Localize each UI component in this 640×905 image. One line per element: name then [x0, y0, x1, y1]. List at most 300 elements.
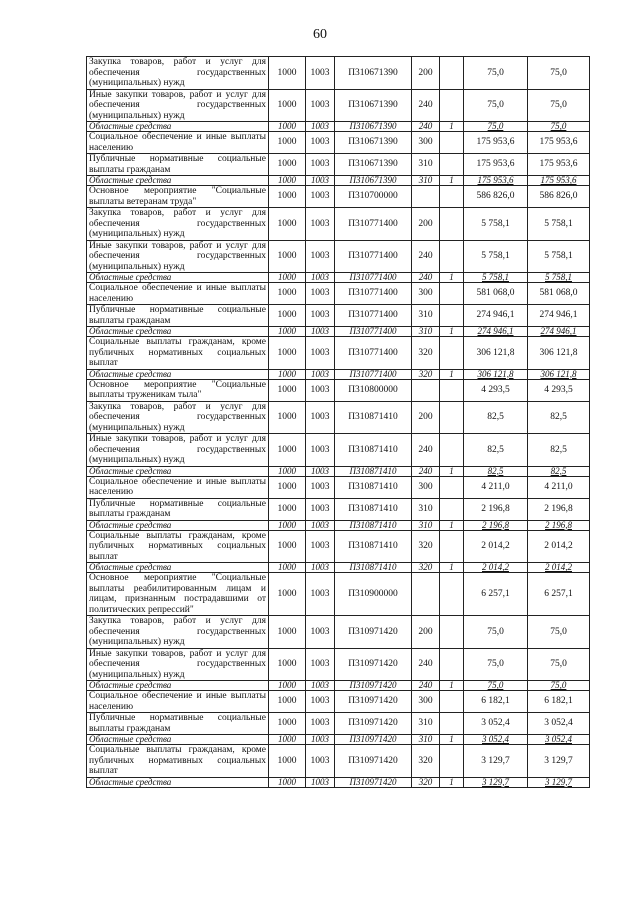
amount-year1-cell: 3 052,4 [464, 713, 528, 735]
amount-year1-cell: 82,5 [464, 434, 528, 467]
table-subtotal-row [87, 777, 590, 787]
expense-type-cell: 240 [412, 240, 440, 273]
subsection-code-cell: 1003 [306, 735, 335, 745]
subsection-code-cell: 1003 [306, 616, 335, 649]
subsection-code-cell: 1003 [306, 337, 335, 370]
row-name-cell: Публичные нормативные социальные выплаты гражданам [87, 154, 269, 176]
section-code-cell: 1000 [269, 369, 306, 379]
row-name-cell: Социальное обеспечение и иные выплаты населению [87, 132, 269, 154]
subsection-code-cell: 1003 [306, 240, 335, 273]
row-name-cell: Социальные выплаты гражданам, кроме публичных нормативных социальных выплат [87, 530, 269, 563]
source-code-cell [440, 530, 464, 563]
target-article-cell: П310771400 [335, 369, 412, 379]
table-row [87, 337, 590, 370]
expense-type-cell [412, 573, 440, 616]
section-code-cell: 1000 [269, 713, 306, 735]
expense-type-cell: 320 [412, 777, 440, 787]
section-code-cell: 1000 [269, 273, 306, 283]
target-article-cell: П310871410 [335, 563, 412, 573]
section-code-cell: 1000 [269, 498, 306, 520]
expense-type-cell: 310 [412, 176, 440, 186]
target-article-cell: П310871410 [335, 498, 412, 520]
source-code-cell [440, 648, 464, 681]
expense-type-cell: 240 [412, 681, 440, 691]
row-name-cell: Иные закупки товаров, работ и услуг для обеспечения государственных (муниципальных) нужд [87, 240, 269, 273]
expense-type-cell: 240 [412, 434, 440, 467]
source-code-cell [440, 691, 464, 713]
row-name-cell: Закупка товаров, работ и услуг для обеспечения государственных (муниципальных) нужд [87, 616, 269, 649]
subsection-code-cell: 1003 [306, 681, 335, 691]
subsection-code-cell: 1003 [306, 745, 335, 778]
row-name-cell: Областные средства [87, 681, 269, 691]
row-name-cell: Социальное обеспечение и иные выплаты населению [87, 476, 269, 498]
amount-year2-cell: 75,0 [528, 616, 590, 649]
amount-year2-cell: 6 257,1 [528, 573, 590, 616]
target-article-cell: П310671390 [335, 176, 412, 186]
amount-year1-cell: 5 758,1 [464, 240, 528, 273]
source-code-cell [440, 745, 464, 778]
expense-type-cell: 300 [412, 691, 440, 713]
amount-year2-cell: 306 121,8 [528, 369, 590, 379]
amount-year1-cell: 2 196,8 [464, 498, 528, 520]
source-code-cell [440, 616, 464, 649]
subsection-code-cell: 1003 [306, 283, 335, 305]
amount-year1-cell: 6 257,1 [464, 573, 528, 616]
source-code-cell [440, 240, 464, 273]
section-code-cell: 1000 [269, 777, 306, 787]
source-code-cell [440, 498, 464, 520]
table-row [87, 186, 590, 208]
target-article-cell: П310771400 [335, 283, 412, 305]
subsection-code-cell: 1003 [306, 777, 335, 787]
amount-year1-cell: 3 129,7 [464, 745, 528, 778]
table-row [87, 648, 590, 681]
table-row [87, 154, 590, 176]
target-article-cell: П310971420 [335, 735, 412, 745]
table-row [87, 305, 590, 327]
expense-type-cell: 240 [412, 89, 440, 122]
subsection-code-cell: 1003 [306, 176, 335, 186]
expense-type-cell: 310 [412, 154, 440, 176]
source-code-cell [440, 337, 464, 370]
section-code-cell: 1000 [269, 476, 306, 498]
table-row [87, 283, 590, 305]
target-article-cell: П310971420 [335, 681, 412, 691]
amount-year2-cell: 586 826,0 [528, 186, 590, 208]
target-article-cell: П310800000 [335, 379, 412, 401]
subsection-code-cell: 1003 [306, 89, 335, 122]
table-subtotal-row [87, 273, 590, 283]
expense-type-cell [412, 379, 440, 401]
table-row [87, 691, 590, 713]
source-code-cell: 1 [440, 176, 464, 186]
row-name-cell: Социальные выплаты гражданам, кроме публичных нормативных социальных выплат [87, 337, 269, 370]
section-code-cell: 1000 [269, 466, 306, 476]
subsection-code-cell: 1003 [306, 648, 335, 681]
section-code-cell: 1000 [269, 691, 306, 713]
section-code-cell: 1000 [269, 305, 306, 327]
row-name-cell: Областные средства [87, 466, 269, 476]
table-subtotal-row [87, 735, 590, 745]
table-row [87, 240, 590, 273]
subsection-code-cell: 1003 [306, 401, 335, 434]
subsection-code-cell: 1003 [306, 498, 335, 520]
target-article-cell: П310671390 [335, 89, 412, 122]
section-code-cell: 1000 [269, 434, 306, 467]
amount-year2-cell: 75,0 [528, 681, 590, 691]
source-code-cell [440, 154, 464, 176]
expense-type-cell [412, 186, 440, 208]
section-code-cell: 1000 [269, 648, 306, 681]
row-name-cell: Социальное обеспечение и иные выплаты населению [87, 283, 269, 305]
table-subtotal-row [87, 520, 590, 530]
amount-year2-cell: 6 182,1 [528, 691, 590, 713]
target-article-cell: П310771400 [335, 305, 412, 327]
expense-type-cell: 310 [412, 327, 440, 337]
target-article-cell: П310771400 [335, 240, 412, 273]
source-code-cell [440, 283, 464, 305]
subsection-code-cell: 1003 [306, 327, 335, 337]
section-code-cell: 1000 [269, 176, 306, 186]
row-name-cell: Публичные нормативные социальные выплаты гражданам [87, 305, 269, 327]
table-row [87, 498, 590, 520]
target-article-cell: П310971420 [335, 691, 412, 713]
section-code-cell: 1000 [269, 89, 306, 122]
section-code-cell: 1000 [269, 379, 306, 401]
section-code-cell: 1000 [269, 681, 306, 691]
target-article-cell: П310971420 [335, 745, 412, 778]
target-article-cell: П310671390 [335, 122, 412, 132]
section-code-cell: 1000 [269, 186, 306, 208]
subsection-code-cell: 1003 [306, 122, 335, 132]
target-article-cell: П310700000 [335, 186, 412, 208]
table-row [87, 401, 590, 434]
expense-type-cell: 300 [412, 132, 440, 154]
source-code-cell: 1 [440, 273, 464, 283]
expense-type-cell: 300 [412, 476, 440, 498]
source-code-cell: 1 [440, 369, 464, 379]
section-code-cell: 1000 [269, 57, 306, 90]
table-subtotal-row [87, 681, 590, 691]
table-body [87, 57, 590, 788]
expense-type-cell: 240 [412, 273, 440, 283]
expense-type-cell: 320 [412, 530, 440, 563]
target-article-cell: П310971420 [335, 713, 412, 735]
table-subtotal-row [87, 122, 590, 132]
amount-year2-cell: 274 946,1 [528, 305, 590, 327]
target-article-cell: П310871410 [335, 401, 412, 434]
table-row [87, 379, 590, 401]
source-code-cell: 1 [440, 735, 464, 745]
amount-year1-cell: 3 052,4 [464, 735, 528, 745]
source-code-cell [440, 573, 464, 616]
section-code-cell: 1000 [269, 337, 306, 370]
table-row [87, 745, 590, 778]
amount-year1-cell: 581 068,0 [464, 283, 528, 305]
expense-type-cell: 320 [412, 369, 440, 379]
amount-year2-cell: 3 129,7 [528, 777, 590, 787]
amount-year2-cell: 2 196,8 [528, 520, 590, 530]
source-code-cell: 1 [440, 777, 464, 787]
source-code-cell [440, 713, 464, 735]
expense-type-cell: 240 [412, 122, 440, 132]
expense-type-cell: 240 [412, 648, 440, 681]
target-article-cell: П310971420 [335, 648, 412, 681]
amount-year2-cell: 175 953,6 [528, 132, 590, 154]
row-name-cell: Областные средства [87, 273, 269, 283]
section-code-cell: 1000 [269, 327, 306, 337]
subsection-code-cell: 1003 [306, 186, 335, 208]
expense-type-cell: 200 [412, 401, 440, 434]
target-article-cell: П310771400 [335, 208, 412, 241]
amount-year2-cell: 82,5 [528, 401, 590, 434]
source-code-cell [440, 379, 464, 401]
expense-type-cell: 310 [412, 713, 440, 735]
amount-year2-cell: 3 129,7 [528, 745, 590, 778]
target-article-cell: П310671390 [335, 57, 412, 90]
amount-year2-cell: 581 068,0 [528, 283, 590, 305]
subsection-code-cell: 1003 [306, 305, 335, 327]
target-article-cell: П310871410 [335, 466, 412, 476]
row-name-cell: Областные средства [87, 777, 269, 787]
source-code-cell [440, 305, 464, 327]
amount-year1-cell: 175 953,6 [464, 154, 528, 176]
amount-year1-cell: 75,0 [464, 57, 528, 90]
section-code-cell: 1000 [269, 132, 306, 154]
table-row [87, 89, 590, 122]
amount-year2-cell: 175 953,6 [528, 176, 590, 186]
expense-type-cell: 200 [412, 616, 440, 649]
expense-type-cell: 310 [412, 498, 440, 520]
row-name-cell: Иные закупки товаров, работ и услуг для обеспечения государственных (муниципальных) нужд [87, 648, 269, 681]
table-row [87, 57, 590, 90]
expense-type-cell: 320 [412, 337, 440, 370]
row-name-cell: Социальные выплаты гражданам, кроме публичных нормативных социальных выплат [87, 745, 269, 778]
source-code-cell [440, 132, 464, 154]
source-code-cell: 1 [440, 520, 464, 530]
amount-year1-cell: 5 758,1 [464, 208, 528, 241]
row-name-cell: Социальное обеспечение и иные выплаты населению [87, 691, 269, 713]
amount-year1-cell: 82,5 [464, 401, 528, 434]
amount-year2-cell: 82,5 [528, 434, 590, 467]
target-article-cell: П310971420 [335, 777, 412, 787]
expense-type-cell: 320 [412, 745, 440, 778]
section-code-cell: 1000 [269, 735, 306, 745]
source-code-cell: 1 [440, 681, 464, 691]
amount-year1-cell: 75,0 [464, 648, 528, 681]
row-name-cell: Иные закупки товаров, работ и услуг для обеспечения государственных (муниципальных) нужд [87, 89, 269, 122]
section-code-cell: 1000 [269, 122, 306, 132]
amount-year1-cell: 586 826,0 [464, 186, 528, 208]
row-name-cell: Публичные нормативные социальные выплаты гражданам [87, 498, 269, 520]
row-name-cell: Публичные нормативные социальные выплаты гражданам [87, 713, 269, 735]
amount-year1-cell: 2 014,2 [464, 530, 528, 563]
subsection-code-cell: 1003 [306, 466, 335, 476]
source-code-cell [440, 57, 464, 90]
row-name-cell: Областные средства [87, 735, 269, 745]
subsection-code-cell: 1003 [306, 691, 335, 713]
amount-year2-cell: 2 014,2 [528, 530, 590, 563]
row-name-cell: Областные средства [87, 176, 269, 186]
subsection-code-cell: 1003 [306, 573, 335, 616]
target-article-cell: П310771400 [335, 327, 412, 337]
subsection-code-cell: 1003 [306, 154, 335, 176]
amount-year1-cell: 2 196,8 [464, 520, 528, 530]
source-code-cell: 1 [440, 466, 464, 476]
section-code-cell: 1000 [269, 520, 306, 530]
table-row [87, 573, 590, 616]
amount-year1-cell: 75,0 [464, 89, 528, 122]
section-code-cell: 1000 [269, 745, 306, 778]
target-article-cell: П310871410 [335, 520, 412, 530]
amount-year1-cell: 5 758,1 [464, 273, 528, 283]
target-article-cell: П310900000 [335, 573, 412, 616]
target-article-cell: П310871410 [335, 476, 412, 498]
amount-year2-cell: 75,0 [528, 122, 590, 132]
table-subtotal-row [87, 369, 590, 379]
expense-type-cell: 300 [412, 283, 440, 305]
row-name-cell: Основное мероприятие "Социальные выплаты ветеранам труда" [87, 186, 269, 208]
row-name-cell: Областные средства [87, 327, 269, 337]
amount-year1-cell: 3 129,7 [464, 777, 528, 787]
amount-year1-cell: 6 182,1 [464, 691, 528, 713]
subsection-code-cell: 1003 [306, 132, 335, 154]
amount-year2-cell: 2 014,2 [528, 563, 590, 573]
row-name-cell: Основное мероприятие "Социальные выплаты труженикам тыла" [87, 379, 269, 401]
row-name-cell: Областные средства [87, 122, 269, 132]
row-name-cell: Закупка товаров, работ и услуг для обеспечения государственных (муниципальных) нужд [87, 208, 269, 241]
amount-year1-cell: 175 953,6 [464, 176, 528, 186]
target-article-cell: П310871410 [335, 530, 412, 563]
expense-type-cell: 240 [412, 466, 440, 476]
amount-year1-cell: 175 953,6 [464, 132, 528, 154]
amount-year2-cell: 3 052,4 [528, 735, 590, 745]
source-code-cell [440, 476, 464, 498]
table-subtotal-row [87, 327, 590, 337]
amount-year1-cell: 4 211,0 [464, 476, 528, 498]
row-name-cell: Закупка товаров, работ и услуг для обеспечения государственных (муниципальных) нужд [87, 401, 269, 434]
section-code-cell: 1000 [269, 208, 306, 241]
amount-year2-cell: 306 121,8 [528, 337, 590, 370]
table-row [87, 476, 590, 498]
subsection-code-cell: 1003 [306, 713, 335, 735]
amount-year2-cell: 75,0 [528, 57, 590, 90]
subsection-code-cell: 1003 [306, 379, 335, 401]
section-code-cell: 1000 [269, 154, 306, 176]
source-code-cell [440, 208, 464, 241]
expense-type-cell: 310 [412, 520, 440, 530]
section-code-cell: 1000 [269, 563, 306, 573]
subsection-code-cell: 1003 [306, 434, 335, 467]
subsection-code-cell: 1003 [306, 563, 335, 573]
section-code-cell: 1000 [269, 283, 306, 305]
expense-type-cell: 310 [412, 735, 440, 745]
row-name-cell: Областные средства [87, 369, 269, 379]
page-number: 60 [313, 27, 327, 42]
target-article-cell: П310671390 [335, 154, 412, 176]
subsection-code-cell: 1003 [306, 530, 335, 563]
amount-year2-cell: 4 293,5 [528, 379, 590, 401]
target-article-cell: П310771400 [335, 273, 412, 283]
table-subtotal-row [87, 466, 590, 476]
table-row [87, 616, 590, 649]
amount-year2-cell: 5 758,1 [528, 208, 590, 241]
subsection-code-cell: 1003 [306, 208, 335, 241]
table-subtotal-row [87, 176, 590, 186]
target-article-cell: П310771400 [335, 337, 412, 370]
expense-type-cell: 200 [412, 208, 440, 241]
subsection-code-cell: 1003 [306, 57, 335, 90]
amount-year2-cell: 2 196,8 [528, 498, 590, 520]
budget-table [86, 56, 590, 788]
table-row [87, 713, 590, 735]
table-subtotal-row [87, 563, 590, 573]
table-row [87, 434, 590, 467]
expense-type-cell: 310 [412, 305, 440, 327]
section-code-cell: 1000 [269, 401, 306, 434]
source-code-cell [440, 401, 464, 434]
amount-year1-cell: 82,5 [464, 466, 528, 476]
amount-year2-cell: 5 758,1 [528, 240, 590, 273]
row-name-cell: Закупка товаров, работ и услуг для обеспечения государственных (муниципальных) нужд [87, 57, 269, 90]
target-article-cell: П310971420 [335, 616, 412, 649]
amount-year1-cell: 306 121,8 [464, 337, 528, 370]
subsection-code-cell: 1003 [306, 273, 335, 283]
row-name-cell: Иные закупки товаров, работ и услуг для обеспечения государственных (муниципальных) нужд [87, 434, 269, 467]
amount-year1-cell: 4 293,5 [464, 379, 528, 401]
subsection-code-cell: 1003 [306, 369, 335, 379]
table-row [87, 208, 590, 241]
source-code-cell: 1 [440, 122, 464, 132]
source-code-cell [440, 434, 464, 467]
table-row [87, 530, 590, 563]
row-name-cell: Областные средства [87, 520, 269, 530]
source-code-cell: 1 [440, 563, 464, 573]
table-row [87, 132, 590, 154]
amount-year1-cell: 75,0 [464, 122, 528, 132]
amount-year2-cell: 274 946,1 [528, 327, 590, 337]
amount-year2-cell: 175 953,6 [528, 154, 590, 176]
amount-year2-cell: 4 211,0 [528, 476, 590, 498]
amount-year1-cell: 75,0 [464, 681, 528, 691]
amount-year2-cell: 82,5 [528, 466, 590, 476]
row-name-cell: Областные средства [87, 563, 269, 573]
source-code-cell [440, 186, 464, 208]
amount-year2-cell: 5 758,1 [528, 273, 590, 283]
section-code-cell: 1000 [269, 240, 306, 273]
section-code-cell: 1000 [269, 530, 306, 563]
expense-type-cell: 200 [412, 57, 440, 90]
source-code-cell: 1 [440, 327, 464, 337]
section-code-cell: 1000 [269, 573, 306, 616]
section-code-cell: 1000 [269, 616, 306, 649]
subsection-code-cell: 1003 [306, 520, 335, 530]
expense-type-cell: 320 [412, 563, 440, 573]
amount-year1-cell: 274 946,1 [464, 305, 528, 327]
subsection-code-cell: 1003 [306, 476, 335, 498]
amount-year1-cell: 274 946,1 [464, 327, 528, 337]
amount-year2-cell: 75,0 [528, 648, 590, 681]
amount-year1-cell: 2 014,2 [464, 563, 528, 573]
row-name-cell: Основное мероприятие "Социальные выплаты реабилитированным лицам и лицам, признанным пострадавшими от политических репрессий" [87, 573, 269, 616]
amount-year2-cell: 75,0 [528, 89, 590, 122]
target-article-cell: П310671390 [335, 132, 412, 154]
amount-year2-cell: 3 052,4 [528, 713, 590, 735]
target-article-cell: П310871410 [335, 434, 412, 467]
source-code-cell [440, 89, 464, 122]
amount-year1-cell: 75,0 [464, 616, 528, 649]
amount-year1-cell: 306 121,8 [464, 369, 528, 379]
